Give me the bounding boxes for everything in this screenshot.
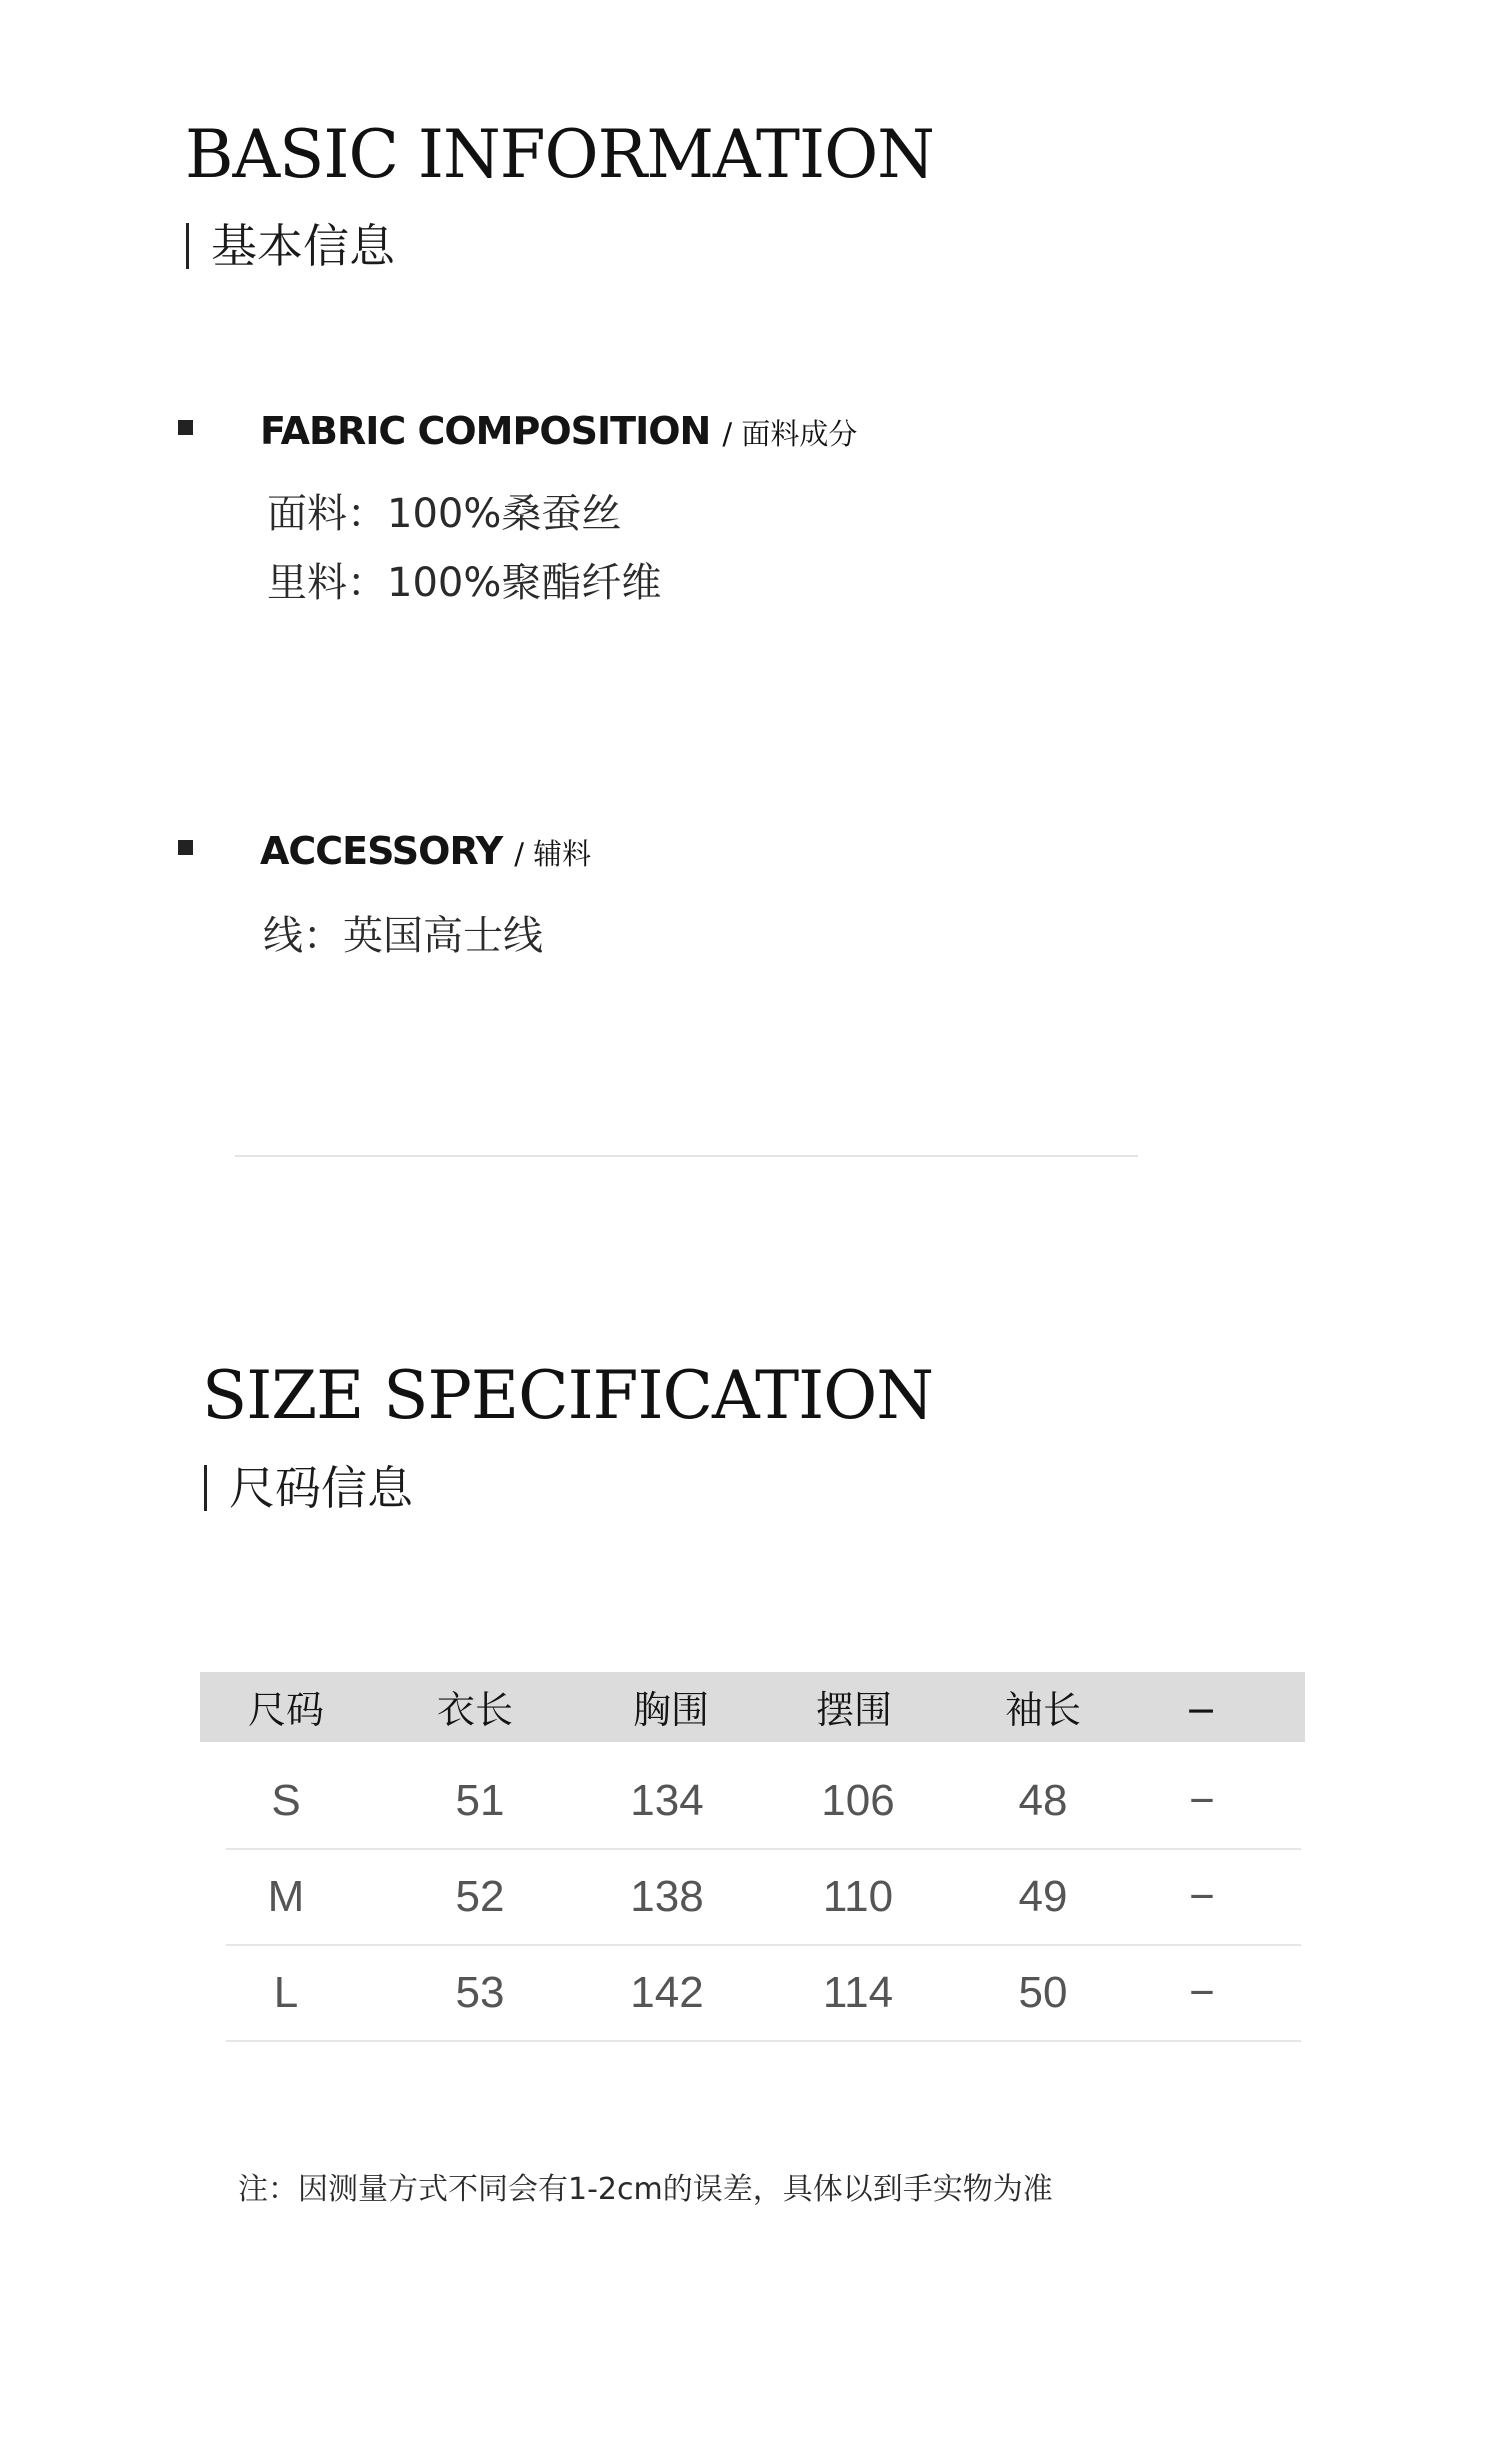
cell-chest: 142	[630, 1968, 704, 2017]
header-chest: 胸围	[632, 1688, 710, 1732]
accessory-heading-en: ACCESSORY	[260, 829, 503, 873]
header-size: 尺码	[247, 1688, 325, 1732]
cell-sleeve: 50	[1018, 1968, 1068, 2017]
header-extra: −	[1185, 1688, 1217, 1732]
fabric-bullet-icon	[178, 420, 193, 435]
header-sleeve: 袖长	[1004, 1688, 1082, 1732]
table-row	[226, 1848, 1301, 1946]
subtitle-bar	[204, 1465, 207, 1511]
cell-length: 52	[455, 1872, 505, 1921]
cell-hem: 106	[821, 1776, 895, 1825]
cell-sleeve: 49	[1018, 1872, 1068, 1921]
size-spec-subtitle-text: 尺码信息	[229, 1461, 413, 1515]
accessory-heading	[260, 829, 592, 873]
cell-size: L	[273, 1968, 299, 2017]
cell-size: M	[267, 1872, 305, 1921]
cell-chest: 134	[630, 1776, 704, 1825]
table-row	[226, 1944, 1301, 2042]
header-length: 衣长	[436, 1688, 514, 1732]
size-spec-subtitle	[204, 1461, 413, 1515]
fabric-heading-cn: / 面料成分	[722, 417, 858, 451]
section-divider	[235, 1155, 1138, 1157]
fabric-heading	[260, 409, 858, 453]
cell-sleeve: 48	[1018, 1776, 1068, 1825]
size-table-header	[200, 1672, 1305, 1742]
cell-hem: 110	[822, 1872, 894, 1921]
accessory-heading-cn: / 辅料	[514, 837, 592, 871]
measurement-note: 注：因测量方式不同会有1-2cm的误差，具体以到手实物为准	[238, 2172, 1053, 2207]
basic-info-subtitle	[186, 219, 395, 273]
basic-info-title: BASIC INFORMATION	[185, 116, 934, 193]
cell-length: 51	[455, 1776, 505, 1825]
cell-hem: 114	[822, 1968, 894, 2017]
basic-info-subtitle-text: 基本信息	[211, 219, 395, 273]
accessory-bullet-icon	[178, 840, 193, 855]
cell-extra: −	[1189, 1968, 1215, 2017]
cell-extra: −	[1189, 1872, 1215, 1921]
cell-chest: 138	[630, 1872, 704, 1921]
subtitle-bar	[186, 223, 189, 269]
cell-size: S	[271, 1776, 301, 1825]
fabric-heading-en: FABRIC COMPOSITION	[260, 409, 711, 453]
header-hem: 摆围	[815, 1688, 893, 1732]
fabric-lining-line: 里料：100%聚酯纤维	[267, 560, 662, 606]
accessory-thread-line: 线：英国高士线	[263, 913, 543, 959]
cell-length: 53	[455, 1968, 505, 2017]
cell-extra: −	[1189, 1776, 1215, 1825]
fabric-outer-line: 面料：100%桑蚕丝	[267, 491, 622, 537]
table-row	[226, 1752, 1301, 1850]
size-spec-title: SIZE SPECIFICATION	[202, 1357, 934, 1434]
